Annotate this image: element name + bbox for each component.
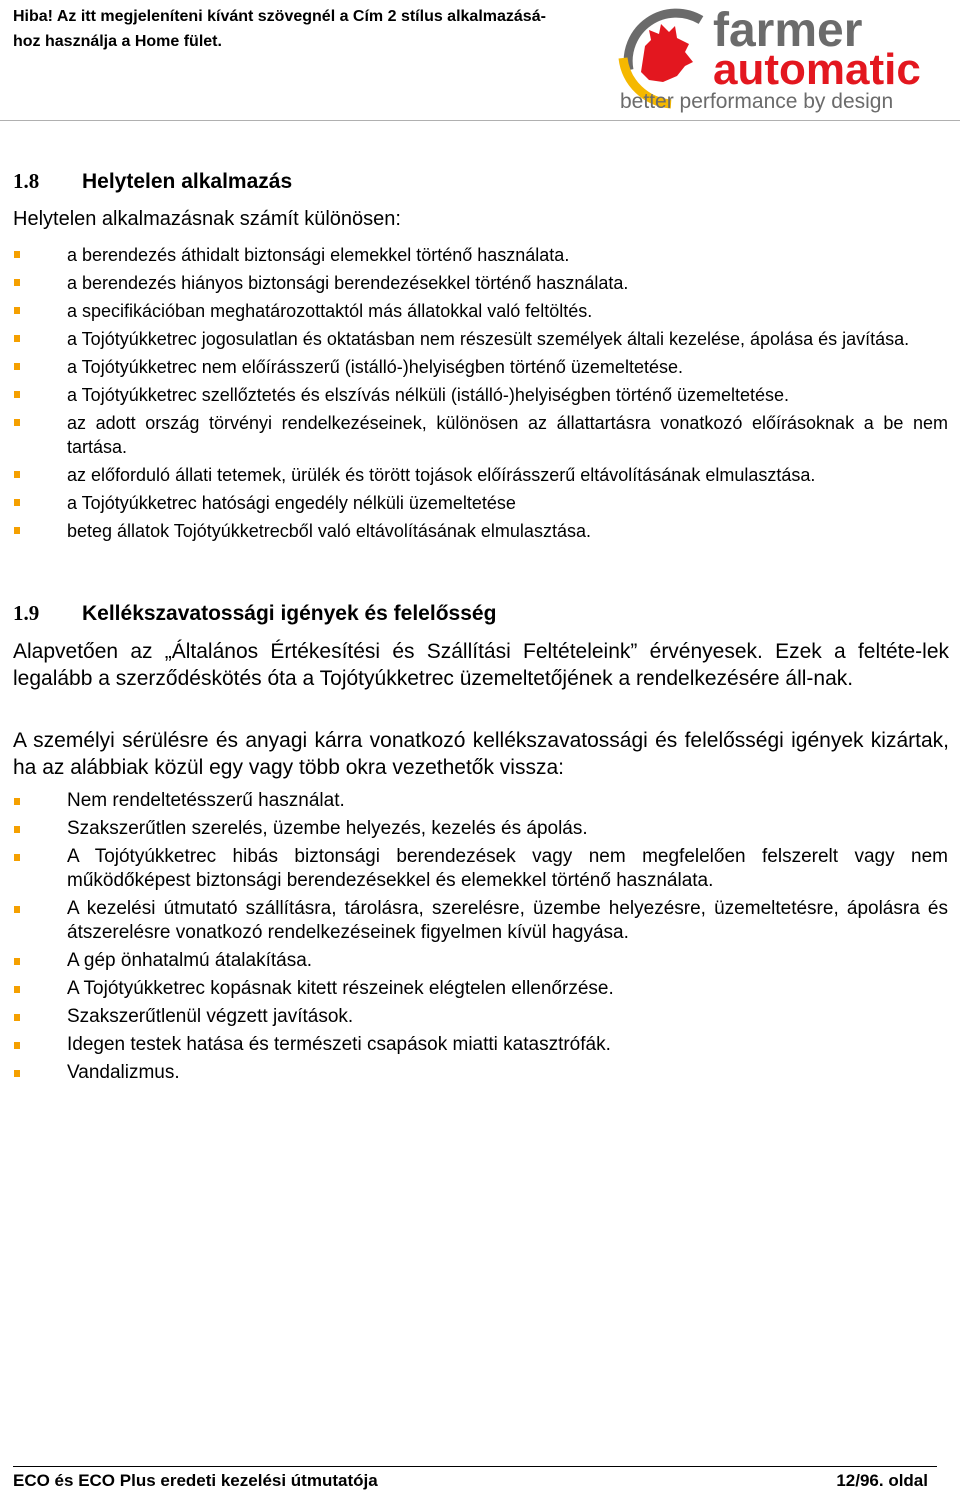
liability-exclusion-list	[0, 789, 960, 1089]
list-item: az előforduló állati tetemek, ürülék és törött tojások előírásszerű eltávolításának elmulasztása.	[0, 463, 960, 487]
footer-document-title: ECO és ECO Plus eredeti kezelési útmutatója	[13, 1471, 378, 1490]
logo-word-automatic: automatic	[713, 45, 921, 94]
list-item: az adott ország törvényi rendelkezéseinek, különösen az állattartásra vonatkozó előírásoknak a be nem tartása.	[0, 411, 960, 459]
footer-page-number: 12/96. oldal	[836, 1471, 928, 1490]
list-item: a berendezés hiányos biztonsági berendezésekkel történő használata.	[0, 271, 960, 295]
page-header	[0, 0, 960, 122]
farmer-automatic-logo	[615, 0, 955, 118]
list-item: a Tojótyúkketrec szellőztetés és elszívás nélküli (istálló-)helyiségben történő üzemeltetése.	[0, 383, 960, 407]
paragraph-terms: Alapvetően az „Általános Értékesítési és Szállítási Feltételeink” érvényesek. Ezek a feltéte-lek legalább a szerződéskötés óta a Tojótyúkketrec üzemeltetőjének a rendelkezésére áll-nak.	[13, 640, 949, 690]
header-error-text	[13, 4, 613, 54]
header-error-line-2: hoz használja a Home fület.	[13, 33, 222, 50]
logo-tagline: better performance by design	[620, 90, 894, 113]
list-item: Nem rendeltetésszerű használat.	[0, 789, 960, 813]
section-title: Kellékszavatossági igények és felelősség	[82, 602, 497, 625]
list-item: Vandalizmus.	[0, 1061, 960, 1085]
list-item: A Tojótyúkketrec hibás biztonsági berendezések vagy nem megfelelően felszerelt vagy nem működőképest biztonsági berendezésekkel és elemekkel történő használata.	[0, 845, 960, 893]
paragraph-liability: A személyi sérülésre és anyagi kárra vonatkozó kellékszavatossági és felelősségi igények kizártak, ha az alábbiak közül egy vagy több okra vezethetők vissza:	[13, 729, 949, 779]
section-title: Helytelen alkalmazás	[82, 170, 293, 193]
list-item: Szakszerűtlenül végzett javítások.	[0, 1005, 960, 1029]
header-error-line-1: Hiba! Az itt megjeleníteni kívánt szövegnél a Cím 2 stílus alkalmazásá-	[13, 8, 546, 25]
list-item: a Tojótyúkketrec hatósági engedély nélküli üzemeltetése	[0, 491, 960, 515]
section-number: 1.8	[13, 169, 40, 193]
misuse-list	[0, 243, 960, 547]
list-item: beteg állatok Tojótyúkketrecből való eltávolításának elmulasztása.	[0, 519, 960, 543]
list-item: Idegen testek hatása és természeti csapások miatti katasztrófák.	[0, 1033, 960, 1057]
section-heading-1-9	[13, 600, 496, 627]
list-item: a berendezés áthidalt biztonsági elemekkel történő használata.	[0, 243, 960, 267]
list-item: Szakszerűtlen szerelés, üzembe helyezés, kezelés és ápolás.	[0, 817, 960, 841]
footer-divider	[13, 1466, 937, 1467]
list-item: A kezelési útmutató szállításra, tárolásra, szerelésre, üzembe helyezésre, üzemeltetésre, ápolásra és átszerelésre vonatkozó rendelkezéseinek figyelmen kívül hagyása.	[0, 897, 960, 945]
list-item: a specifikációban meghatározottaktól más állatokkal való feltöltés.	[0, 299, 960, 323]
list-item: a Tojótyúkketrec nem előírásszerű (istálló-)helyiségben történő üzemeltetése.	[0, 355, 960, 379]
header-divider	[0, 120, 960, 121]
logo-word-farmer: farmer	[713, 4, 863, 57]
list-item: A Tojótyúkketrec kopásnak kitett részeinek elégtelen ellenőrzése.	[0, 977, 960, 1001]
list-item: A gép önhatalmú átalakítása.	[0, 949, 960, 973]
section-heading-1-8	[13, 168, 292, 195]
list-item: a Tojótyúkketrec jogosulatlan és oktatásban nem részesült személyek általi kezelése, ápolása és javítása.	[0, 327, 960, 351]
section-intro: Helytelen alkalmazásnak számít különösen:	[13, 208, 401, 230]
section-number: 1.9	[13, 601, 40, 625]
